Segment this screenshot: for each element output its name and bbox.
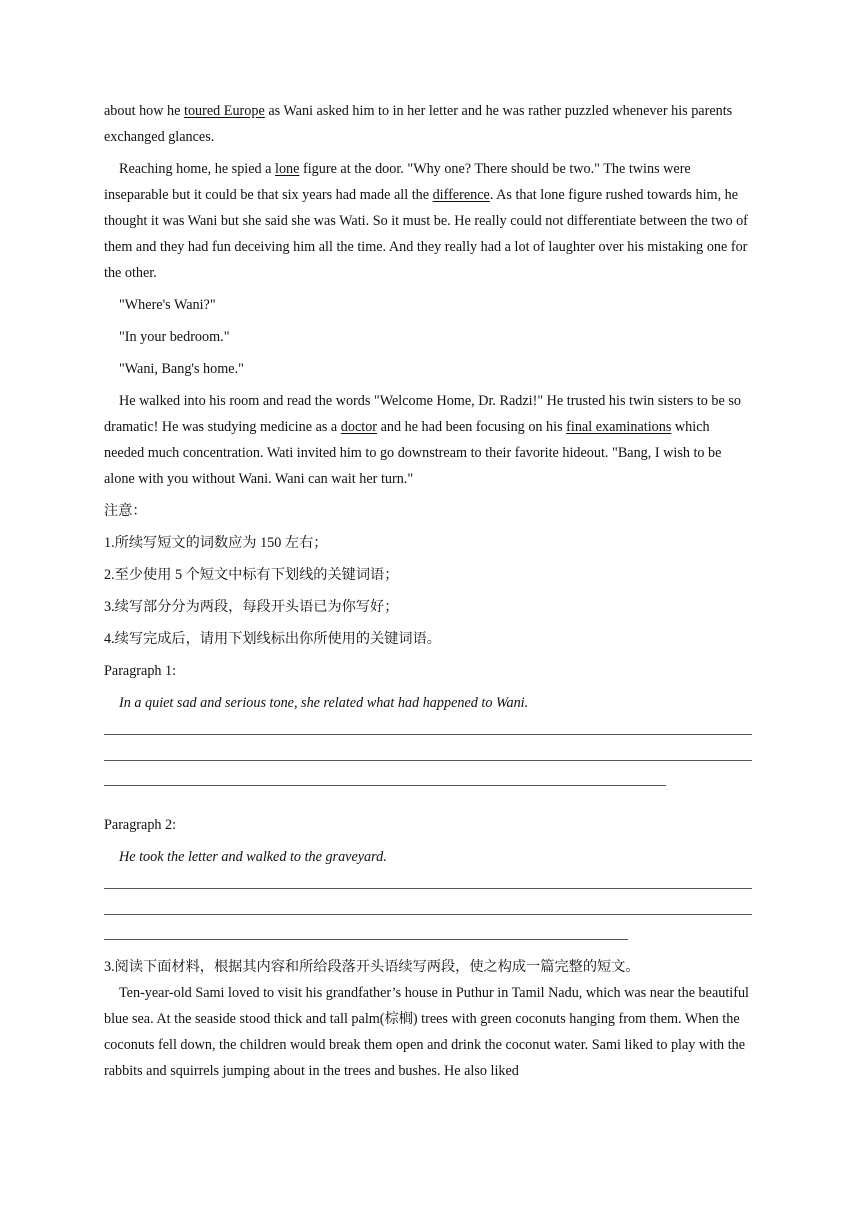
text-run: . As that lone figure rushed towards him, he thought it was Wani but she said she was Wati. So it must be. He really could not differentiate between the two of them and they had fun deceiving him all the time. And they really had a lot of laughter over his mistaking one for the other. [104, 187, 748, 281]
text-run: and he had been focusing on his [377, 419, 567, 435]
text-run: Reaching home, he spied a [119, 161, 276, 177]
document-page [104, 98, 752, 1084]
story-paragraph-walked [104, 388, 752, 492]
text-run: as Wani asked him to in her letter and he was rather puzzled whenever his parents exchanged glances. [104, 103, 733, 145]
story-paragraph-europe [104, 98, 752, 150]
paragraph1-opening: In a quiet sad and serious tone, she related what had happened to Wani. [119, 695, 529, 711]
keyword-final-examinations: final examinations [566, 419, 672, 435]
notes-heading: 注意： [104, 503, 147, 519]
text-run: He walked into his room and read the words "Welcome Home, Dr. Radzi!" He trusted his twin sisters to be so dramatic! He was studying medicine as a [104, 393, 741, 435]
task3-instruction: 3.阅读下面材料，根据其内容和所给段落开头语续写两段，使之构成一篇完整的短文。 [104, 959, 640, 975]
keyword-toured-europe: toured Europe [184, 103, 265, 119]
text-run: about how he [104, 103, 184, 119]
keyword-lone: lone [275, 161, 300, 177]
answer-line [104, 914, 752, 915]
text-run: figure at the door. "Why one? There should be two." The twins were inseparable but it could be that six years had made all the [104, 161, 691, 203]
note-item: 1.所续写短文的词数应为 150 左右； [104, 535, 328, 551]
dialog-line: "Wani, Bang's home." [119, 361, 244, 377]
paragraph2-opening: He took the letter and walked to the graveyard. [119, 849, 387, 865]
note-item: 2.至少使用 5 个短文中标有下划线的关键词语； [104, 567, 399, 583]
story-paragraph-reaching [104, 156, 752, 286]
keyword-doctor: doctor [340, 419, 378, 435]
dialog-line: "Where's Wani?" [119, 297, 216, 313]
answer-line [104, 760, 752, 761]
answer-line [104, 734, 752, 735]
note-item: 3.续写部分分为两段，每段开头语已为你写好； [104, 599, 399, 615]
task3-text: Ten-year-old Sami loved to visit his grandfather’s house in Puthur in Tamil Nadu, which was near the beautiful blue sea. At the seaside stood thick and tall palm(棕榈) trees with green coconuts hanging from them. When the coconuts fell down, the children would break them open and drink the coconut water. Sami liked to play with the rabbits and squirrels jumping about in the trees and bushes. He also liked [104, 985, 749, 1079]
keyword-difference: difference [432, 187, 490, 203]
answer-line [104, 888, 752, 889]
dialog-line: "In your bedroom." [119, 329, 230, 345]
note-item: 4.续写完成后，请用下划线标出你所使用的关键词语。 [104, 631, 441, 647]
paragraph1-label: Paragraph 1: [104, 663, 177, 679]
paragraph2-label: Paragraph 2: [104, 817, 177, 833]
text-run: which needed much concentration. Wati invited him to go downstream to their favorite hideout. "Bang, I wish to be alone with you without Wani. Wani can wait her turn." [104, 419, 722, 487]
